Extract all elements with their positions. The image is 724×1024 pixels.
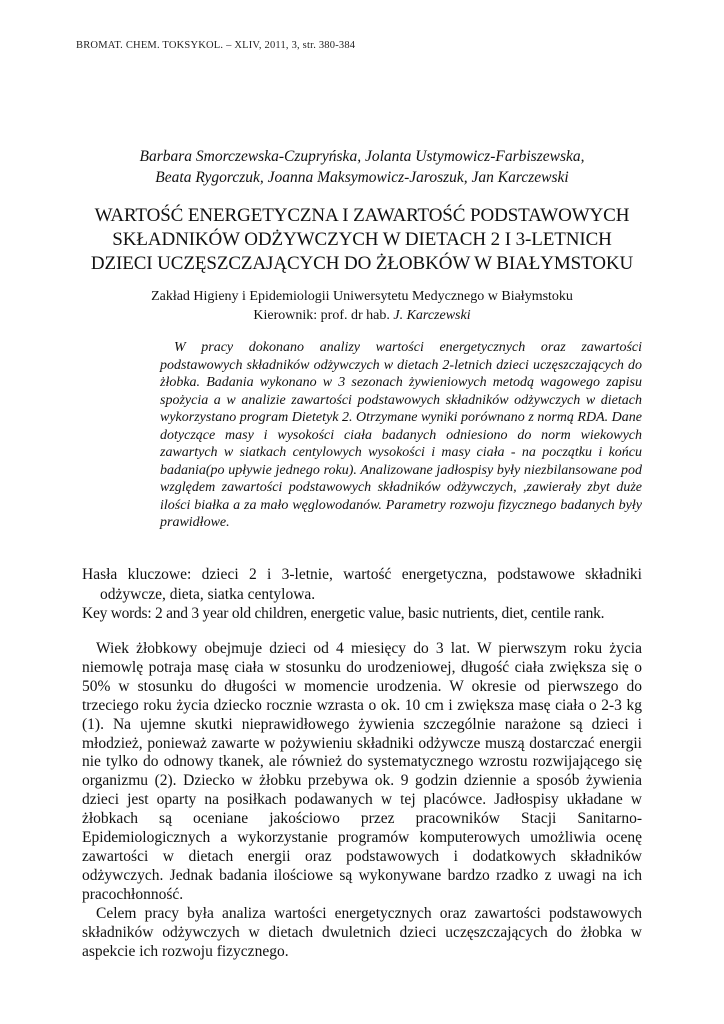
keywords-english bbox=[82, 604, 642, 624]
body-paragraph-1: Wiek żłobkowy obejmuje dzieci od 4 miesięcy do 3 lat. W pierwszym roku życia niemowlę potraja masę ciała w stosunku do urodzeniowej, długość ciała zwiększa się o 50% w stosunku do długości w momencie urodzenia. W okresie od pierwszego do trzeciego roku życia dziecko rocznie wzrasta o ok. 10 cm i zwiększa masę ciała o 2-3 kg (1). Na ujemne skutki nieprawidłowego żywienia szczególnie narażone są dzieci i młodzież, ponieważ zawarte w pożywieniu składniki odżywcze muszą dostarczać energii nie tylko do odnowy tkanek, ale również do systematycznego wzrostu rozwijającego się organizmu (2). Dziecko w żłobku przebywa ok. 9 godzin dziennie a sposób żywienia dzieci jest oparty na posiłkach podawanych w tej placówce. Jadłospisy układane w żłobkach są oceniane jakościowo przez pracowników Stacji Sanitarno-Epidemiologicznych a wykorzystanie programów komputerowych umożliwia ocenę zawartości w dietach energii oraz podstawowych i dodatkowych składników odżywczych. Jednak badania ilościowe są wykonywane bardzo rzadko z uwagi na ich pracochłonność. bbox=[82, 640, 642, 903]
keywords-english-text: 2 and 3 year old children, energetic value, basic nutrients, diet, centile rank. bbox=[155, 605, 605, 622]
body-paragraph-2: Celem pracy była analiza wartości energetycznych oraz zawartości podstawowych składników odżywczych w dietach dwuletnich dzieci uczęszczających do żłobka w aspekcie ich rozwoju fizycznego. bbox=[82, 904, 642, 960]
title-line-2: SKŁADNIKÓW ODŻYWCZYCH W DIETACH 2 I 3-LETNICH bbox=[112, 229, 612, 250]
affiliation-head bbox=[80, 306, 644, 325]
affiliation-head-name: J. Karczewski bbox=[393, 308, 471, 323]
keywords-polish-label: Hasła kluczowe: bbox=[82, 566, 202, 583]
keywords-polish bbox=[82, 565, 642, 604]
body-text bbox=[82, 640, 642, 961]
journal-header: BROMAT. CHEM. TOKSYKOL. – XLIV, 2011, 3, str. 380-384 bbox=[76, 40, 356, 51]
affiliation bbox=[80, 287, 644, 325]
article-title bbox=[76, 204, 648, 276]
title-line-1: WARTOŚĆ ENERGETYCZNA I ZAWARTOŚĆ PODSTAWOWYCH bbox=[94, 205, 630, 226]
keywords-block bbox=[82, 565, 642, 624]
affiliation-institution: Zakład Higieny i Epidemiologii Uniwersytetu Medycznego w Białymstoku bbox=[151, 289, 573, 304]
keywords-english-label: Key words: bbox=[82, 605, 156, 622]
affiliation-head-label: Kierownik: prof. dr hab. bbox=[253, 308, 394, 323]
keywords-polish-text: dzieci 2 i 3-letnie, wartość energetyczna, podstawowe składniki odżywcze, dieta, siatka centylowa. bbox=[100, 566, 642, 603]
author-line-2: Beata Rygorczuk, Joanna Maksymowicz-Jaroszuk, Jan Karczewski bbox=[155, 169, 569, 186]
abstract: W pracy dokonano analizy wartości energetycznych oraz zawartości podstawowych składników odżywczych w dietach 2-letnich dzieci uczęszczających do żłobka. Badania wykonano w 3 sezonach żywieniowych metodą wagowego zapisu spożycia a w analizie zawartości podstawowych składników odżywczych w dietach wykorzystano program Dietetyk 2. Otrzymane wyniki porównano z normą RDA. Dane dotyczące masy i wysokości ciała badanych odniesiono do norm wiekowych zawartych w siatkach centylowych wysokości i masy ciała - na początku i końcu badania(po upływie jednego roku). Analizowane jadłospisy były niezbilansowane pod względem zawartości podstawowych składników odżywczych, ,zawierały zbyt duże ilości białka a za mało węglowodanów. Parametry rozwoju fizycznego badanych były prawidłowe. bbox=[160, 340, 642, 530]
title-line-3: DZIECI UCZĘSZCZAJĄCYCH DO ŻŁOBKÓW W BIAŁYMSTOKU bbox=[90, 253, 634, 274]
author-list bbox=[80, 146, 644, 188]
author-line-1: Barbara Smorczewska-Czupryńska, Jolanta Ustymowicz-Farbiszewska, bbox=[139, 148, 585, 165]
